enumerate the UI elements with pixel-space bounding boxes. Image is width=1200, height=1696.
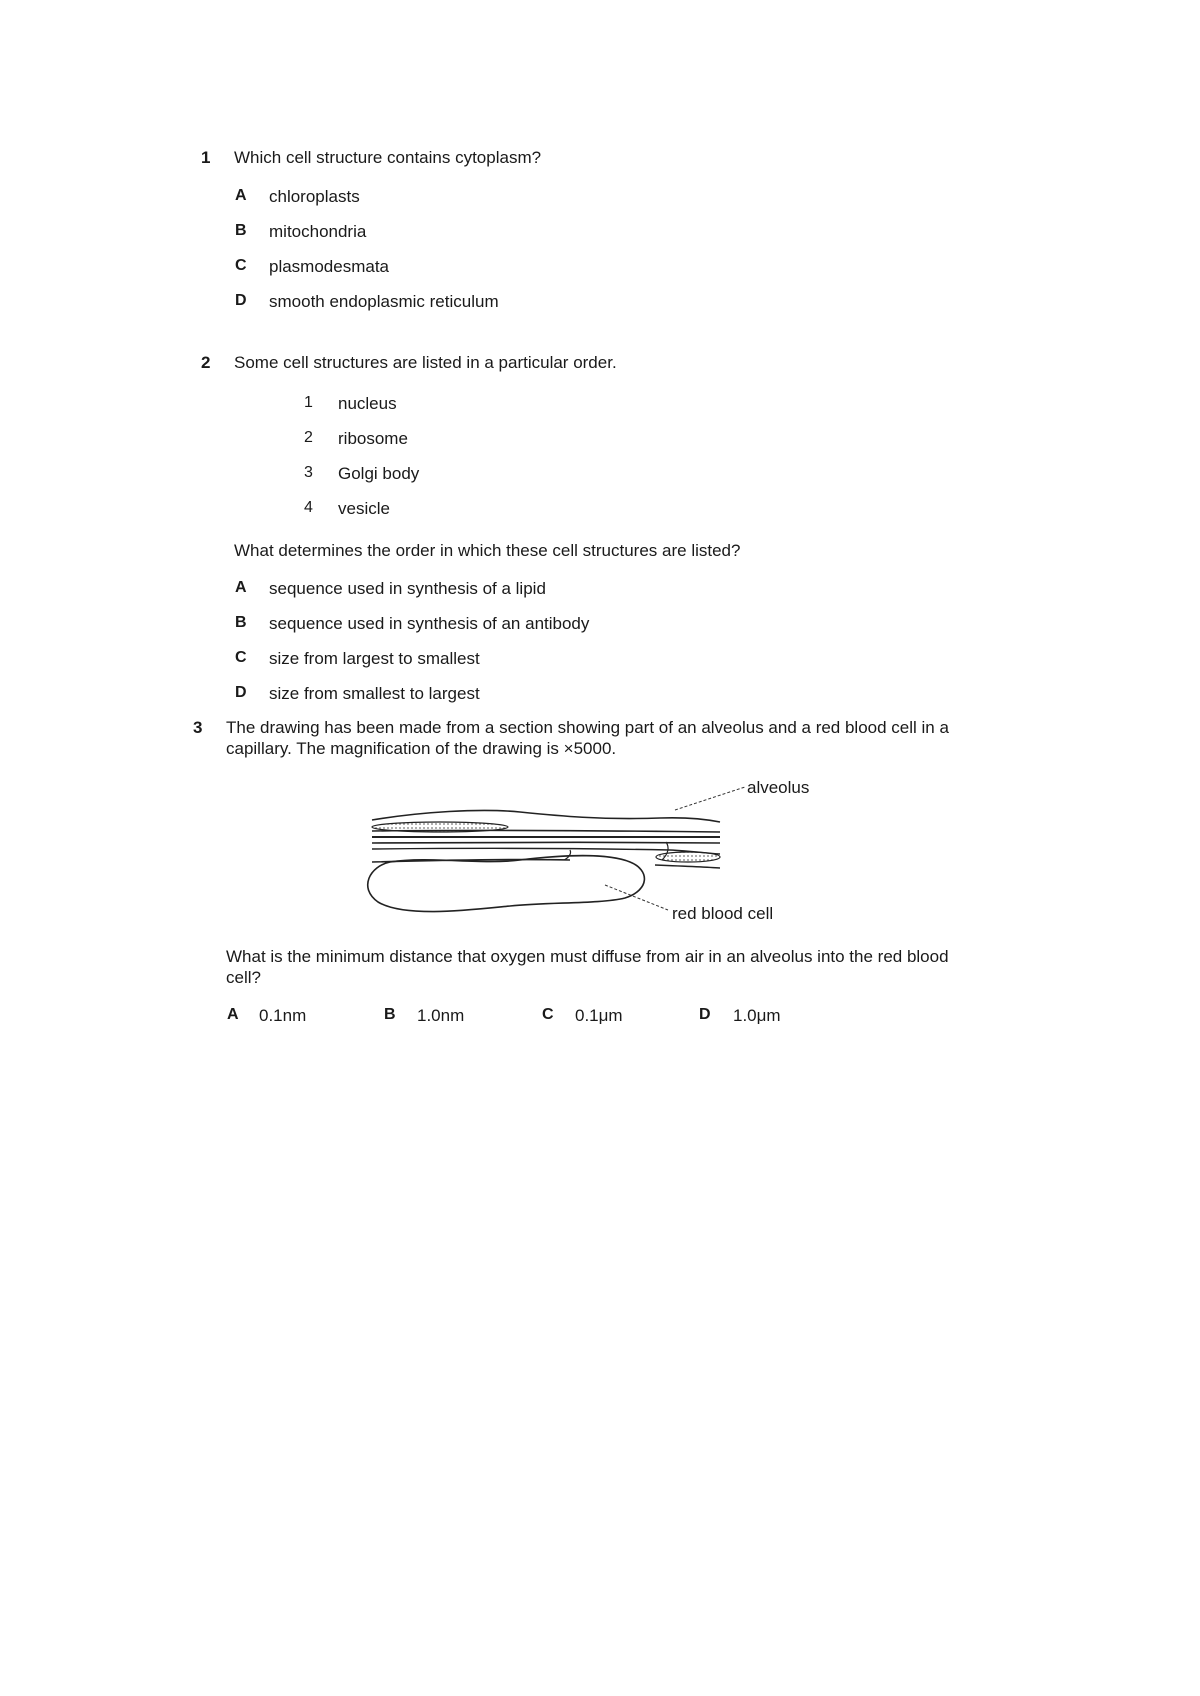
list-number: 2 bbox=[304, 429, 313, 446]
option-text: smooth endoplasmic reticulum bbox=[269, 292, 499, 311]
option-text: size from largest to smallest bbox=[269, 649, 480, 668]
question-text: Which cell structure contains cytoplasm? bbox=[234, 148, 542, 167]
list-item: Golgi body bbox=[338, 464, 420, 483]
option-text: sequence used in synthesis of a lipid bbox=[269, 579, 546, 598]
option-letter: D bbox=[235, 292, 247, 309]
list-item: ribosome bbox=[338, 429, 408, 448]
option-text: 1.0μm bbox=[733, 1006, 781, 1025]
option-letter: D bbox=[699, 1006, 711, 1023]
option-text: 0.1μm bbox=[575, 1006, 623, 1025]
option-text: 1.0nm bbox=[417, 1006, 465, 1025]
list-item: nucleus bbox=[338, 394, 397, 413]
option-letter: C bbox=[235, 257, 247, 274]
alveolus-label: alveolus bbox=[747, 778, 810, 797]
list-number: 4 bbox=[304, 499, 313, 516]
option-text: chloroplasts bbox=[269, 187, 360, 206]
question-number: 1 bbox=[201, 148, 211, 167]
option-letter: B bbox=[235, 222, 247, 239]
option-text: 0.1nm bbox=[259, 1006, 307, 1025]
option-text: size from smallest to largest bbox=[269, 684, 480, 703]
question-text: Some cell structures are listed in a particular order. bbox=[234, 353, 617, 372]
question-number: 2 bbox=[201, 353, 211, 372]
red-blood-cell-label: red blood cell bbox=[672, 904, 774, 923]
option-text: plasmodesmata bbox=[269, 257, 390, 276]
question-text-line-1: The drawing has been made from a section showing part of an alveolus and a red blood cell in a bbox=[226, 718, 949, 737]
option-letter: A bbox=[235, 579, 247, 596]
question-prompt-line-1: What is the minimum distance that oxygen must diffuse from air in an alveolus into the red blood bbox=[226, 947, 949, 966]
list-number: 3 bbox=[304, 464, 313, 481]
question-prompt: What determines the order in which these cell structures are listed? bbox=[234, 541, 741, 560]
option-letter: C bbox=[235, 649, 247, 666]
option-letter: B bbox=[384, 1006, 396, 1023]
list-number: 1 bbox=[304, 394, 313, 411]
option-text: sequence used in synthesis of an antibody bbox=[269, 614, 590, 633]
option-letter: A bbox=[227, 1006, 239, 1023]
question-text-line-2: capillary. The magnification of the drawing is ×5000. bbox=[226, 739, 617, 758]
option-text: mitochondria bbox=[269, 222, 367, 241]
option-letter: C bbox=[542, 1006, 554, 1023]
option-letter: D bbox=[235, 684, 247, 701]
option-letter: B bbox=[235, 614, 247, 631]
question-number: 3 bbox=[193, 718, 203, 737]
question-prompt-line-2: cell? bbox=[226, 968, 261, 987]
list-item: vesicle bbox=[338, 499, 390, 518]
option-letter: A bbox=[235, 187, 247, 204]
